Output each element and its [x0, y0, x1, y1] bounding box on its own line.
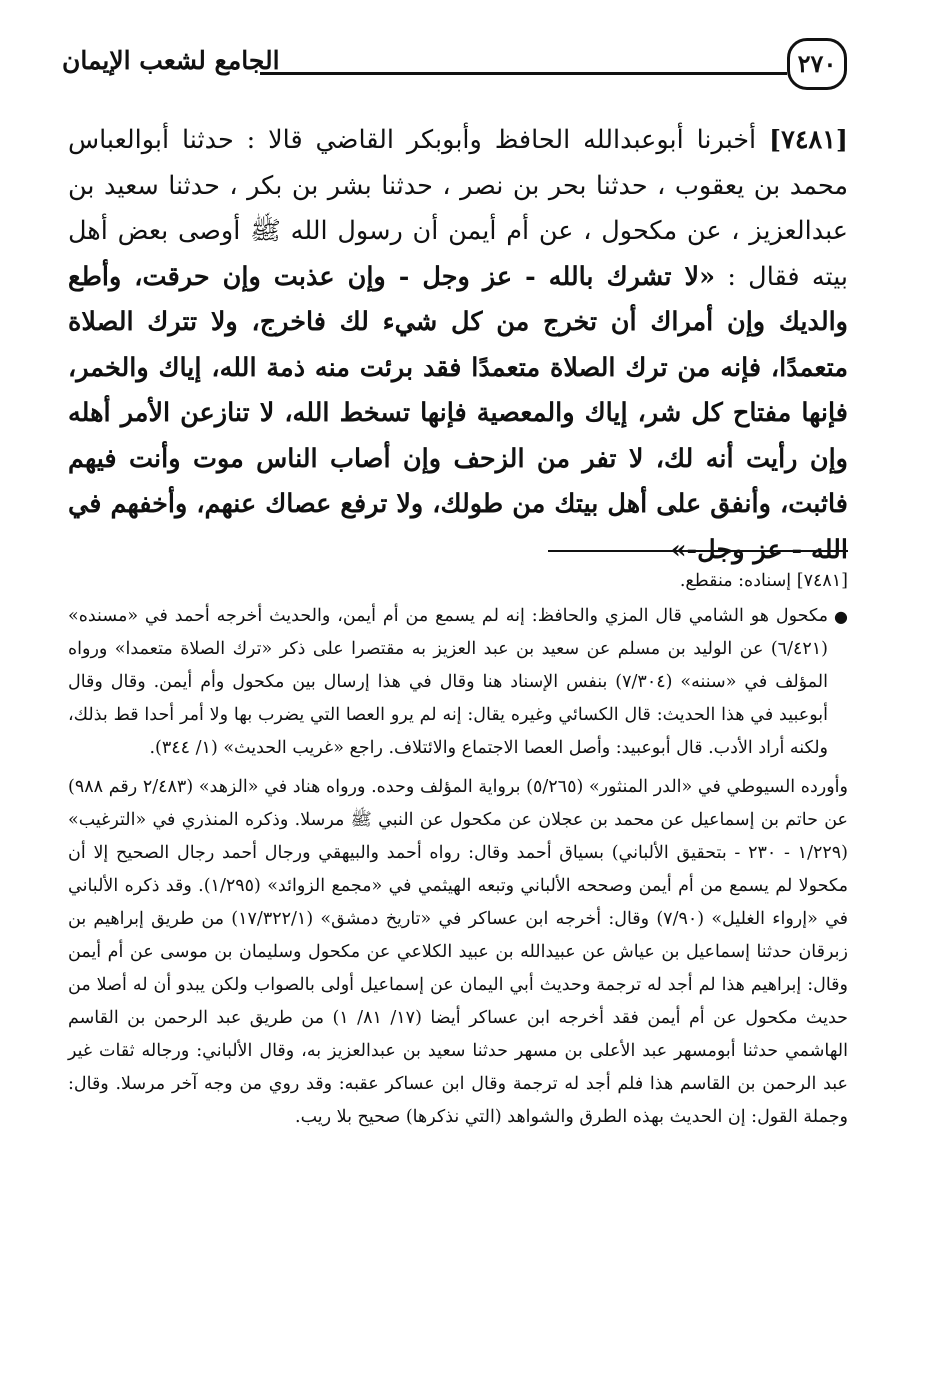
footnote-paragraph-2: وأورده السيوطي في «الدر المنثور» (٥/٢٦٥) برواية المؤلف وحده. ورواه هناد في «الزهد» (٢/٤٨٣ رقم ٩٨٨) عن حاتم بن إسماعيل عن محمد بن عجلان عن مكحول عن النبي ﷺ مرسلا. وذكره المنذري في «الترغيب» (١/٢٢٩ - ٢٣٠ - بتحقيق الألباني) بسياق أحمد وقال: رواه أحمد والبيهقي ورجال أحمد رجال الصحيح إلا أن مكحولا لم يسمع من أم أيمن وصححه الألباني وتبعه الهيثمي في «مجمع الزوائد» (١/٢٩٥). وقد ذكره الألباني في «إرواء الغليل» (٧/٩٠) وقال: أخرجه ابن عساكر في «تاريخ دمشق» (١٧/٣٢٢/١) من طريق إبراهيم بن زبرقان حدثنا إسماعيل بن عياش عن عبيدالله بن عبيد الكلاعي عن مكحول وسليمان بن موسى عن أم أيمن وقال: إبراهيم هذا لم أجد له ترجمة وحديث أبي اليمان عن إسماعيل أولى بالصواب ولكن يبدو أن له أصلا من حديث مكحول عن أم أيمن فقد أخرجه ابن عساكر أيضا (١٧/ ٨١/ ١) من طريق عبد الرحمن بن القاسم الهاشمي حدثنا أبومسهر عبد الأعلى بن مسهر حدثنا سعيد بن عبدالعزيز به، وقال الألباني: ورجاله ثقات غير عبد الرحمن بن القاسم هذا فلم أجد له ترجمة وقال ابن عساكر عقبه: وقد روي من وجه آخر مرسلا. وقال: وجملة القول: إن الحديث بهذه الطرق والشواهد (التي نذكرها) صحيح بلا ريب. — [68, 777, 849, 1127]
footnotes — [68, 565, 848, 1134]
hadith-number: [٧٤٨١] — [769, 125, 848, 155]
book-title: الجامع لشعب الإيمان — [62, 46, 280, 75]
header-rule — [260, 72, 787, 75]
footnote-divider — [548, 550, 848, 552]
hadith-text — [68, 118, 848, 573]
page-header — [62, 38, 847, 98]
bullet-icon: ● — [834, 607, 848, 626]
footnote-paragraph-1: مكحول هو الشامي قال المزي والحافظ: إنه لم يسمع من أم أيمن، والحديث أخرجه أحمد في «مسنده» (٦/٤٢١) عن الوليد بن مسلم عن سعيد بن عبد العزيز به مقتصرا على ذكر «ترك الصلاة متعمدا» ورواه المؤلف في «سننه» (٧/٣٠٤) بنفس الإسناد هنا وقال في هذا إرسال بين مكحول وأم أيمن. وقال وقال أبوعبيد في هذا الحديث: قال الكسائي وغيره يقال: إنه لم يرو العصا التي يضرب بها ولا أمر أحدا قط بذلك، ولكنه أراد الأدب. قال أبوعبيد: وأصل العصا الاجتماع والائتلاف. راجع «غريب الحديث» (١/ ٣٤٤). — [68, 606, 828, 758]
footnote-note — [68, 600, 848, 765]
hadith-isnad: أخبرنا أبوعبدالله الحافظ وأبوبكر القاضي قالا : حدثنا أبوالعباس محمد بن يعقوب ، حدثنا بحر بن نصر ، حدثنا بشر بن بكر ، حدثنا سعيد بن عبدالعزيز ، عن مكحول ، عن أم أيمن أن رسول الله ﷺ أوصى بعض أهل بيته فقال : — [68, 125, 848, 292]
hadith-matn: «لا تشرك بالله - عز وجل - وإن عذبت وإن حرقت، وأطع والديك وإن أمراك أن تخرج من كل شيء لك فاخرج، ولا تترك الصلاة متعمدًا، فإنه من ترك الصلاة متعمدًا فقد برئت منه ذمة الله، إياك والخمر، فإنها مفتاح كل شر، إياك والمعصية فإنها تسخط الله، لا تنازعن الأمر أهله وإن رأيت أنه لك، لا تفر من الزحف وإن أصاب الناس موت وأنت فيهم فاثبت، وأنفق على أهل بيتك من طولك، ولا ترفع عصاك عنهم، وأخفهم في الله - عز وجل-» — [68, 261, 848, 565]
hadith-paragraph — [68, 118, 848, 573]
page-number: ٢٧٠ — [787, 38, 847, 90]
footnote-heading: [٧٤٨١] إسناده: منقطع. — [679, 571, 848, 591]
